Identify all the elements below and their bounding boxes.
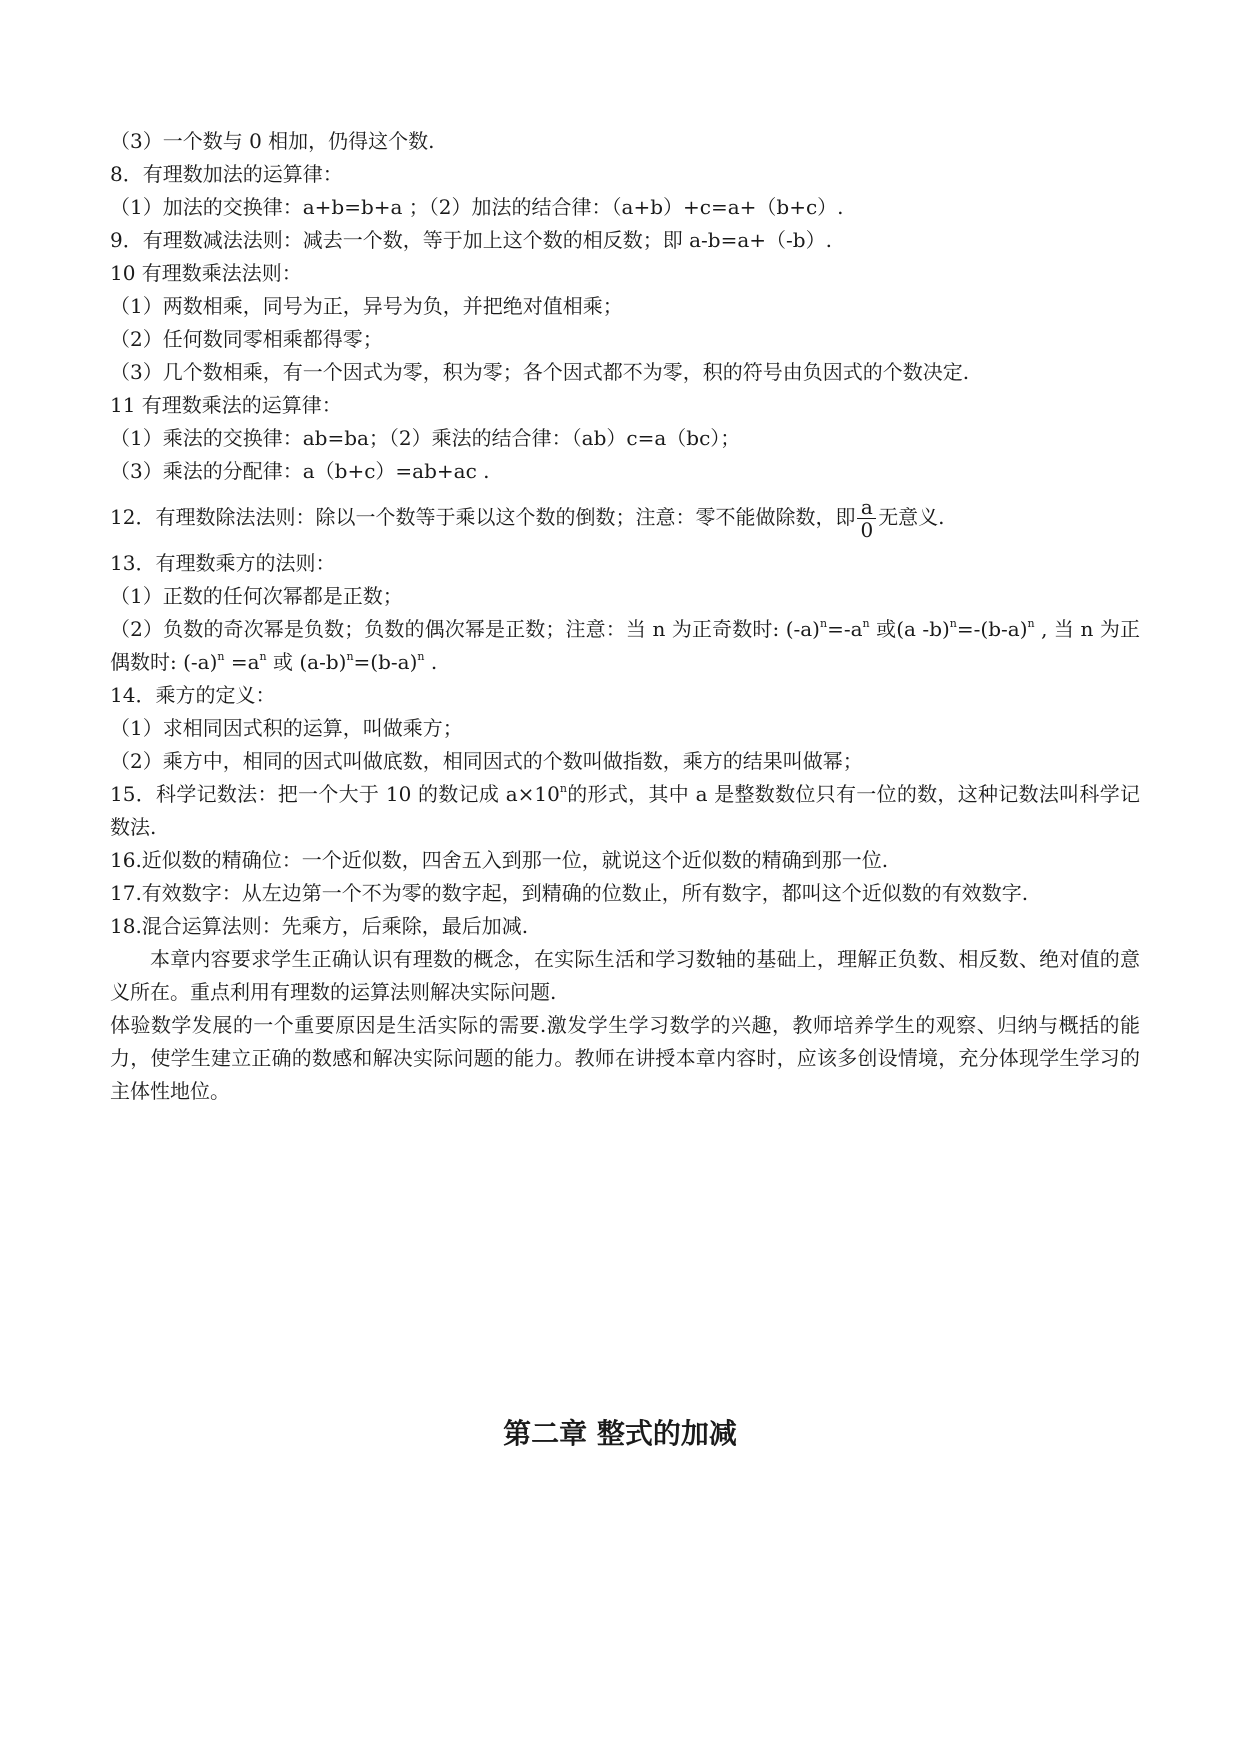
division-rule-line: [110, 496, 1140, 541]
power-rule-paragraph: [110, 613, 1140, 679]
text-run: 或(a -b): [869, 617, 950, 641]
section-heading: 11 有理数乘法的运算律：: [110, 393, 342, 417]
text-run: 15．科学记数法：把一个大于 10 的数记成 a×10: [110, 782, 560, 806]
text-run: =-a: [827, 617, 863, 641]
text-line: 17.有效数字：从左边第一个不为零的数字起，到精确的位数止，所有数字，都叫这个近似数的有效数字.: [110, 881, 1029, 905]
text-line: （1）两数相乘，同号为正，异号为负，并把绝对值相乘；: [110, 294, 623, 318]
section-heading: 14．乘方的定义：: [110, 683, 276, 707]
text-run: =(b-a): [353, 650, 418, 674]
text-line: （1）加法的交换律：a+b=b+a ；（2）加法的结合律：（a+b）+c=a+（b+c）.: [110, 195, 844, 219]
text-run: 12．有理数除法法则：除以一个数等于乘以这个数的倒数；注意：零不能做除数，即: [110, 505, 856, 529]
text-line: （3）几个数相乘，有一个因式为零，积为零；各个因式都不为零，积的符号由负因式的个数决定.: [110, 360, 970, 384]
text-line: （1）乘法的交换律：ab=ba；（2）乘法的结合律：（ab）c=a（bc）；: [110, 426, 741, 450]
text-run: （2）负数的奇次幂是负数；负数的偶次幂是正数；注意：当 n 为正奇数时: (-a): [110, 617, 820, 641]
section-heading: 13．有理数乘方的法则：: [110, 551, 336, 575]
section-heading: 10 有理数乘法法则：: [110, 261, 302, 285]
text-line: （2）乘方中，相同的因式叫做底数，相同因式的个数叫做指数，乘方的结果叫做幂；: [110, 749, 863, 773]
text-line: （1）正数的任何次幂都是正数；: [110, 584, 403, 608]
text-line: （3）一个数与 0 相加，仍得这个数.: [110, 129, 435, 153]
section-heading: 9．有理数减法法则：减去一个数，等于加上这个数的相反数；即 a-b=a+（-b）.: [110, 228, 832, 252]
superscript: n: [862, 617, 870, 630]
text-run: =-(b-a): [956, 617, 1028, 641]
text-line: （1）求相同因式积的运算，叫做乘方；: [110, 716, 463, 740]
text-line: （2）任何数同零相乘都得零；: [110, 327, 383, 351]
superscript: n: [346, 650, 354, 663]
text-line: 18.混合运算法则：先乘方，后乘除，最后加减.: [110, 914, 529, 938]
fraction-numerator: a: [857, 496, 876, 519]
superscript: n: [819, 617, 828, 630]
text-line: （3）乘法的分配律：a（b+c）=ab+ac .: [110, 459, 490, 483]
text-run: .: [424, 650, 438, 674]
superscript: n: [559, 782, 567, 795]
text-line: 16.近似数的精确位：一个近似数，四舍五入到那一位，就说这个近似数的精确到那一位.: [110, 848, 889, 872]
fraction-denominator: 0: [860, 518, 874, 542]
text-run: 或 (a-b): [266, 650, 347, 674]
text-run: 的形式，其中 a 是整数数位只有一位的数，这种记数法叫科学记数法.: [110, 782, 1141, 839]
summary-paragraph: 本章内容要求学生正确认识有理数的概念，在实际生活和学习数轴的基础上，理解正负数、相反数、绝对值的意义所在。重点利用有理数的运算法则解决实际问题.: [110, 947, 1140, 1004]
text-run: 无意义.: [878, 505, 945, 529]
superscript: n: [259, 650, 267, 663]
superscript: n: [417, 650, 425, 663]
section-heading: 8．有理数加法的运算律：: [110, 162, 343, 186]
superscript: n: [217, 650, 225, 663]
superscript: n: [949, 617, 957, 630]
chapter-title: 第二章 整式的加减: [503, 1417, 737, 1450]
text-run: , 当 n 为正偶数时: (-a): [110, 617, 1140, 674]
superscript: n: [1027, 617, 1035, 630]
text-run: =a: [224, 650, 260, 674]
summary-paragraph: 体验数学发展的一个重要原因是生活实际的需要.激发学生学习数学的兴趣，教师培养学生的观察、归纳与概括的能力，使学生建立正确的数感和解决实际问题的能力。教师在讲授本章内容时，应该多创设情境，充分体现学生学习的主体性地位。: [110, 1013, 1140, 1103]
scientific-notation-paragraph: [110, 778, 1140, 844]
fraction-a-over-0: [857, 496, 876, 541]
document-body: [110, 125, 1140, 1108]
